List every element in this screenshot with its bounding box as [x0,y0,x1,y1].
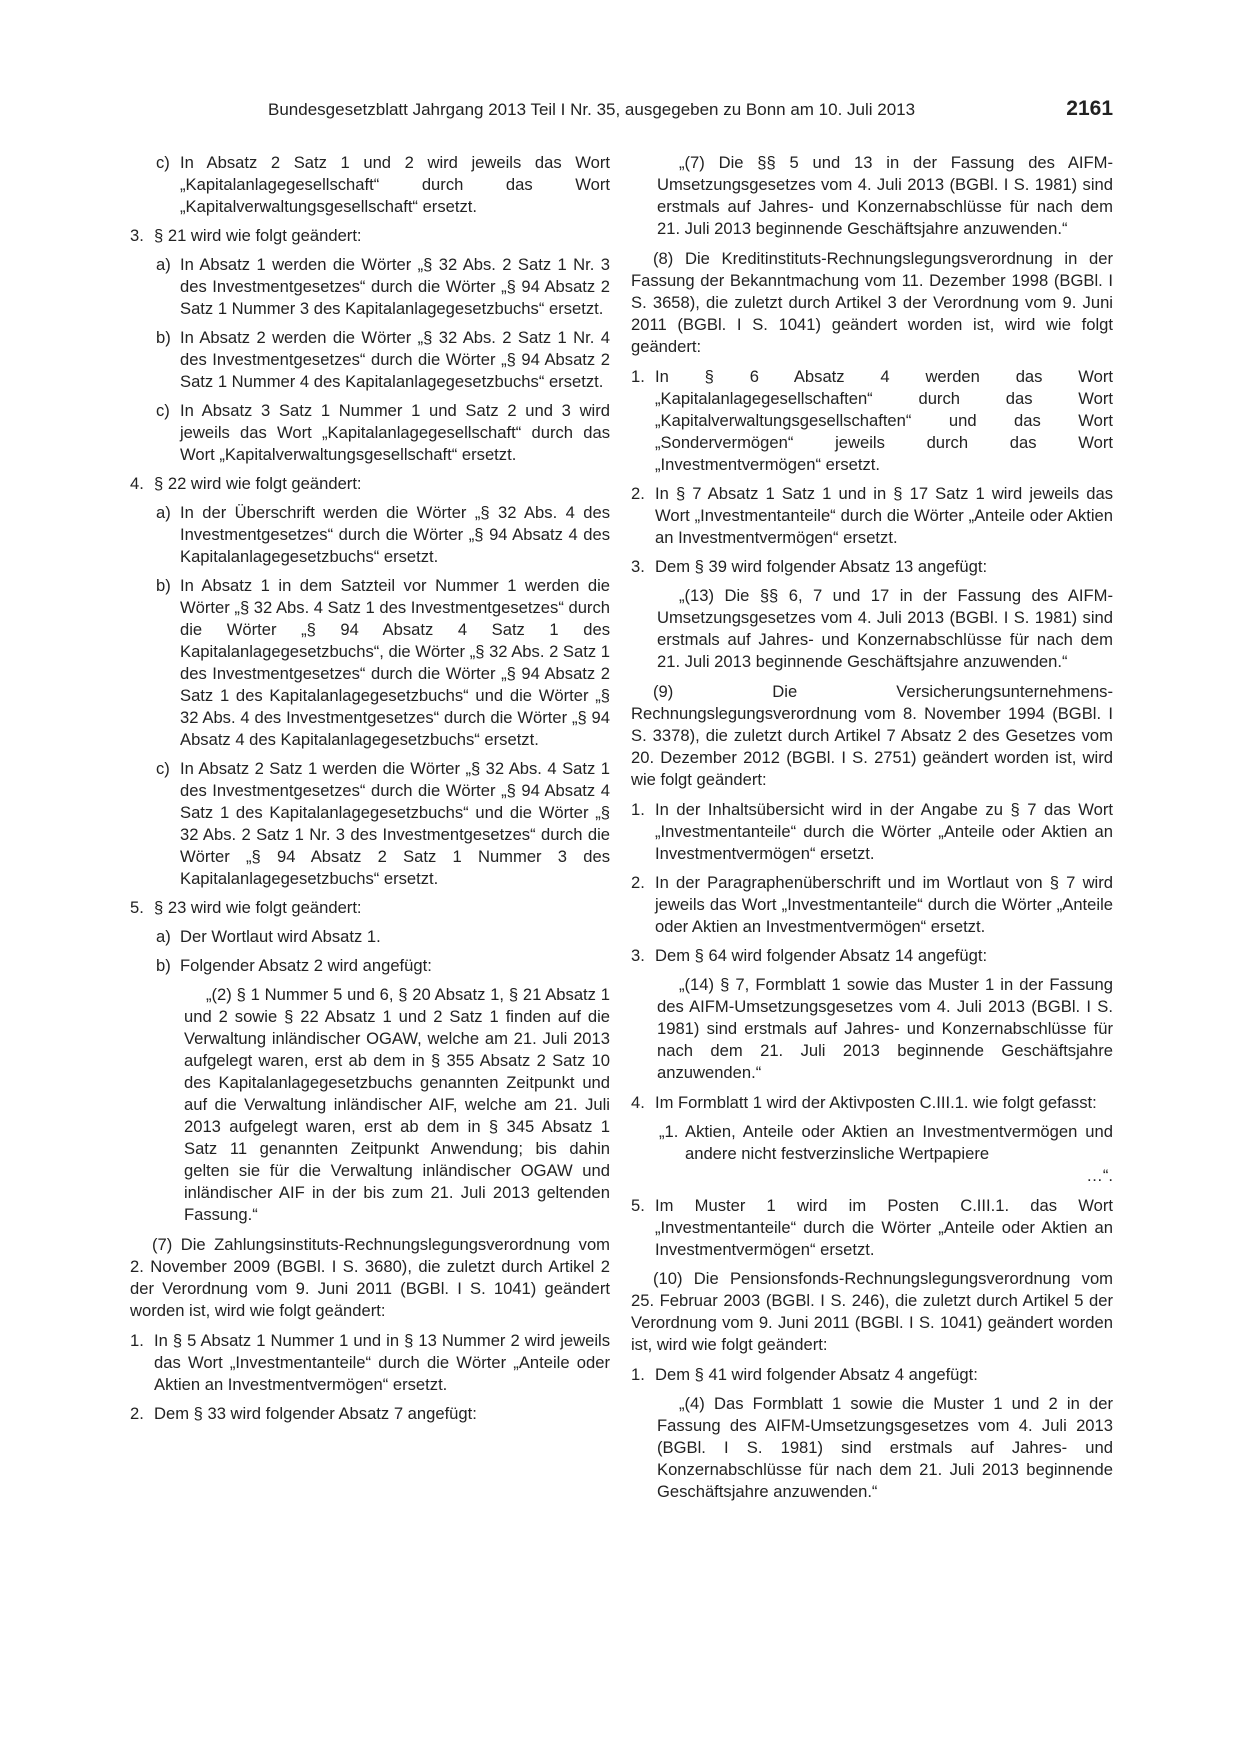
list-item [631,872,1113,938]
item-number: 3. [631,946,645,965]
item-number: 5. [631,1196,645,1215]
item-number: 2. [130,1404,144,1423]
item-text: In Absatz 2 Satz 1 werden die Wörter „§ 32 Abs. 4 Satz 1 des Investmentgesetzes“ durch die Wörter „§ 94 Absatz 4 Satz 1 des Kapitalanlagegesetzbuchs“ und die Wörter „§ 32 Abs. 2 Satz 1 Nr. 3 des Investmentgesetzes“ durch die Wörter „§ 94 Absatz 2 Satz 1 Nummer 3 des Kapitalanlagegesetzbuchs“ ersetzt. [180,759,610,888]
item-number: 3. [631,557,645,576]
item-number: a) [156,503,171,522]
item-number: c) [156,401,170,420]
item-text: Dem § 39 wird folgender Absatz 13 angefügt: [655,557,988,576]
running-title: Bundesgesetzblatt Jahrgang 2013 Teil I Nr. 35, ausgegeben zu Bonn am 10. Juli 2013 [268,100,916,119]
entry-text: Aktien, Anteile oder Aktien an Investmentvermögen und andere nicht festverzinsliche Wertpapiere [685,1122,1113,1163]
list-item [130,225,610,247]
list-item [631,945,1113,967]
list-item [156,254,610,320]
item-number: c) [156,759,170,778]
quoted-paragraph: „(7) Die §§ 5 und 13 in der Fassung des AIFM-Umsetzungsgesetzes vom 4. Juli 2013 (BGBl. I S. 1981) sind erstmals auf Jahres- und Konzernabschlüsse für nach dem 21. Juli 2013 beginnende Geschäftsjahre anzuwenden.“ [657,153,1113,238]
entry-number: „1. [659,1122,679,1141]
list-item [130,1403,610,1425]
item-text: § 23 wird wie folgt geändert: [154,898,362,917]
page-header [130,97,1113,130]
page-number: 2161 [1066,97,1113,120]
section-paragraph: (9) Die Versicherungsunternehmens-Rechnungslegungsverordnung vom 8. November 1994 (BGBl. I S. 3378), die zuletzt durch Artikel 7 Absatz 2 des Gesetzes vom 20. Dezember 2012 (BGBl. I S. 2751) geändert worden ist, wird wie folgt geändert: [631,682,1113,789]
item-text: In der Inhaltsübersicht wird in der Angabe zu § 7 das Wort „Investmentanteile“ durch die Wörter „Anteile oder Aktien an Investmentvermögen“ ersetzt. [655,800,1113,863]
item-number: a) [156,927,171,946]
item-text: § 21 wird wie folgt geändert: [154,226,362,245]
item-text: In Absatz 1 in dem Satzteil vor Nummer 1 werden die Wörter „§ 32 Abs. 4 Satz 1 des Investmentgesetzes“ durch die Wörter „§ 94 Absatz 4 Satz 1 des Kapitalanlagegesetzbuchs“, die Wörter „§ 32 Abs. 2 Satz 1 des Investmentgesetzes“ durch die Wörter „§ 94 Absatz 2 Satz 1 des Kapitalanlagegesetzbuchs“ und die Wörter „§ 32 Abs. 4 des Investmentgesetzes“ durch die Wörter „§ 94 Absatz 4 des Kapitalanlagegesetzbuchs“ ersetzt. [180,576,610,749]
list-item [631,1364,1113,1386]
item-text: Folgender Absatz 2 wird angefügt: [180,956,432,975]
item-number: 4. [631,1093,645,1112]
item-number: 3. [130,226,144,245]
item-number: 1. [631,1365,645,1384]
item-number: 5. [130,898,144,917]
list-item [631,483,1113,549]
item-text: In § 5 Absatz 1 Nummer 1 und in § 13 Nummer 2 wird jeweils das Wort „Investmentanteile“ durch die Wörter „Anteile oder Aktien an Investmentvermögen“ ersetzt. [154,1331,610,1394]
section-paragraph: (7) Die Zahlungsinstituts-Rechnungslegungsverordnung vom 2. November 2009 (BGBl. I S. 3680), die zuletzt durch Artikel 2 der Verordnung vom 9. Juni 2011 (BGBl. I S. 1041) geändert worden ist, wird wie folgt geändert: [130,1235,610,1320]
entry-body [685,1121,1113,1187]
section-paragraph: (8) Die Kreditinstituts-Rechnungslegungsverordnung in der Fassung der Bekanntmachung vom 11. Dezember 1998 (BGBl. I S. 3658), die zuletzt durch Artikel 3 der Verordnung vom 9. Juni 2011 (BGBl. I S. 1041) geändert worden ist, wird wie folgt geändert: [631,249,1113,356]
item-number: b) [156,576,171,595]
list-item [631,556,1113,578]
item-text: In Absatz 1 werden die Wörter „§ 32 Abs. 2 Satz 1 Nr. 3 des Investmentgesetzes“ durch die Wörter „§ 94 Absatz 2 Satz 1 Nummer 3 des Kapitalanlagegesetzbuchs“ ersetzt. [180,255,610,318]
list-item [130,1330,610,1396]
item-text: In § 7 Absatz 1 Satz 1 und in § 17 Satz 1 wird jeweils das Wort „Investmentanteile“ durch die Wörter „Anteile oder Aktien an Investmentvermögen“ ersetzt. [655,484,1113,547]
item-number: c) [156,153,170,172]
list-item [130,897,610,919]
list-item [631,366,1113,476]
item-text: Im Muster 1 wird im Posten C.III.1. das Wort „Investmentanteile“ durch die Wörter „Anteile oder Aktien an Investmentvermögen“ ersetzt. [655,1196,1113,1259]
list-item [156,758,610,890]
form-entry [659,1121,1113,1187]
list-item [156,400,610,466]
item-number: b) [156,328,171,347]
list-item [156,955,610,977]
item-number: a) [156,255,171,274]
list-item [156,327,610,393]
item-text: Dem § 41 wird folgender Absatz 4 angefügt: [655,1365,978,1384]
item-text: In Absatz 2 werden die Wörter „§ 32 Abs. 2 Satz 1 Nr. 4 des Investmentgesetzes“ durch die Wörter „§ 94 Absatz 2 Satz 1 Nummer 4 des Kapitalanlagegesetzbuchs“ ersetzt. [180,328,610,391]
item-text: In Absatz 2 Satz 1 und 2 wird jeweils das Wort „Kapitalanlagegesellschaft“ durch das Wort „Kapitalverwaltungsgesellschaft“ ersetzt. [180,153,610,216]
list-item [631,799,1113,865]
list-item [156,152,610,218]
list-item [156,926,610,948]
list-item [156,502,610,568]
item-text: Der Wortlaut wird Absatz 1. [180,927,381,946]
item-text: In Absatz 3 Satz 1 Nummer 1 und Satz 2 und 3 wird jeweils das Wort „Kapitalanlagegesellschaft“ durch das Wort „Kapitalverwaltungsgesellschaft“ ersetzt. [180,401,610,464]
quoted-paragraph: „(13) Die §§ 6, 7 und 17 in der Fassung des AIFM-Umsetzungsgesetzes vom 4. Juli 2013 (BGBl. I S. 1981) sind erstmals auf Jahres- und Konzernabschlüsse für nach dem 21. Juli 2013 beginnende Geschäftsjahre anzuwenden.“ [657,586,1113,671]
quoted-paragraph: „(2) § 1 Nummer 5 und 6, § 20 Absatz 1, § 21 Absatz 1 und 2 sowie § 22 Absatz 1 und 2 Satz 1 finden auf die Verwaltung inländischer OGAW, welche am 21. Juli 2013 aufgelegt waren, erst ab dem in § 355 Absatz 2 Satz 10 des Kapitalanlagegesetzbuchs genannten Zeitpunkt und auf die Verwaltung inländischer AIF, welche am 21. Juli 2013 aufgelegt waren, erst ab dem in § 345 Absatz 1 Satz 11 genannten Zeitpunkt Anwendung; bis dahin gelten sie für die Verwaltung inländischer OGAW und inländischer AIF in der bis zum 21. Juli 2013 geltenden Fassung.“ [184,985,610,1224]
entry-ellipsis: …“. [1086,1166,1113,1185]
quoted-paragraph: „(4) Das Formblatt 1 sowie die Muster 1 und 2 in der Fassung des AIFM-Umsetzungsgesetzes vom 4. Juli 2013 (BGBl. I S. 1981) sind erstmals auf Jahres- und Konzernabschlüsse für nach dem 21. Juli 2013 beginnende Geschäftsjahre anzuwenden.“ [657,1394,1113,1501]
item-number: 1. [631,367,645,386]
item-text: In § 6 Absatz 4 werden das Wort „Kapitalanlagegesellschaften“ durch das Wort „Kapitalverwaltungsgesellschaften“ und das Wort „Sondervermögen“ jeweils durch das Wort „Investmentvermögen“ ersetzt. [655,367,1113,474]
item-text: In der Paragraphenüberschrift und im Wortlaut von § 7 wird jeweils das Wort „Investmentanteile“ durch die Wörter „Anteile oder Aktien an Investmentvermögen“ ersetzt. [655,873,1113,936]
item-number: b) [156,956,171,975]
item-text: Dem § 33 wird folgender Absatz 7 angefügt: [154,1404,477,1423]
item-number: 4. [130,474,144,493]
item-number: 2. [631,484,645,503]
item-number: 1. [631,800,645,819]
list-item [631,1092,1113,1114]
list-item [156,575,610,751]
item-number: 2. [631,873,645,892]
section-paragraph: (10) Die Pensionsfonds-Rechnungslegungsverordnung vom 25. Februar 2003 (BGBl. I S. 246), die zuletzt durch Artikel 5 der Verordnung vom 9. Juni 2011 (BGBl. I S. 1041) geändert worden ist, wird wie folgt geändert: [631,1269,1113,1354]
item-text: § 22 wird wie folgt geändert: [154,474,362,493]
left-column [130,152,610,1432]
quoted-paragraph: „(14) § 7, Formblatt 1 sowie das Muster 1 in der Fassung des AIFM-Umsetzungsgesetzes vom 4. Juli 2013 (BGBl. I S. 1981) sind erstmals auf Jahres- und Konzernabschlüsse für nach dem 21. Juli 2013 beginnende Geschäftsjahre anzuwenden.“ [657,975,1113,1082]
right-column [631,152,1113,1511]
item-text: In der Überschrift werden die Wörter „§ 32 Abs. 4 des Investmentgesetzes“ durch die Wörter „§ 94 Absatz 4 des Kapitalanlagegesetzbuchs“ ersetzt. [180,503,610,566]
item-text: Dem § 64 wird folgender Absatz 14 angefügt: [655,946,988,965]
list-item [631,1195,1113,1261]
list-item [130,473,610,495]
item-number: 1. [130,1331,144,1350]
item-text: Im Formblatt 1 wird der Aktivposten C.III.1. wie folgt gefasst: [655,1093,1097,1112]
